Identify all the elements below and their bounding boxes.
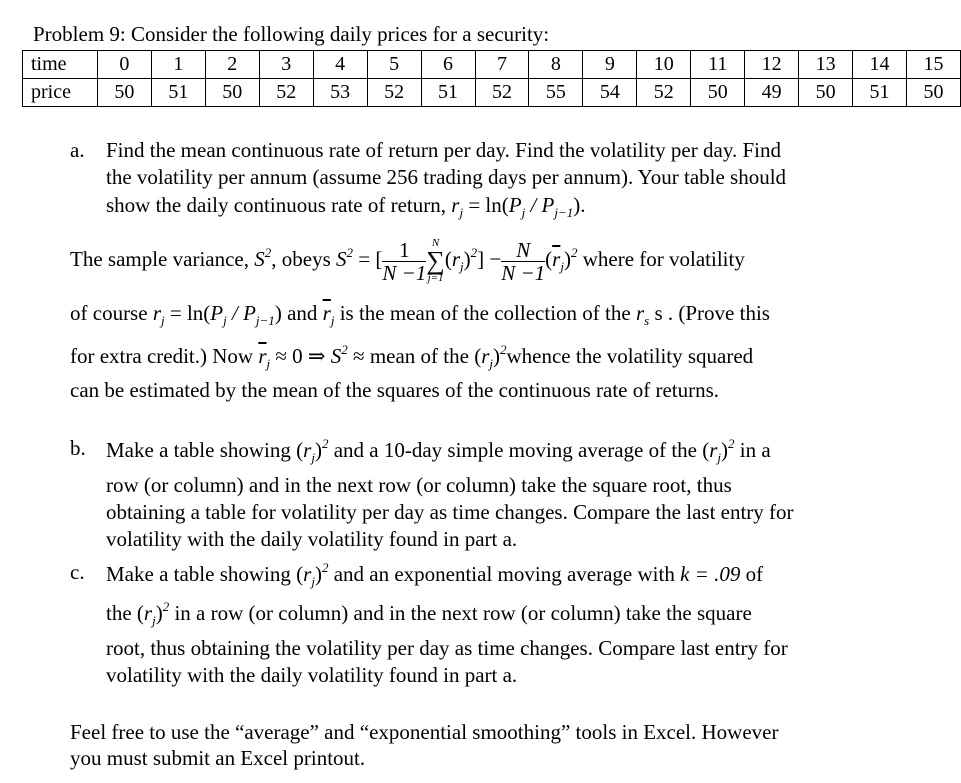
time-cell: 2 (205, 51, 259, 79)
time-cell: 14 (853, 51, 907, 79)
time-cell: 15 (907, 51, 961, 79)
price-cell: 52 (259, 79, 313, 107)
part-b-and-sma: and a 10-day simple moving average of the (333, 438, 697, 462)
time-cell: 3 (259, 51, 313, 79)
part-c-marker: c. (70, 560, 85, 584)
part-b-make-table: Make a table showing (106, 438, 291, 462)
prove-text: s . (Prove this (654, 301, 770, 325)
r-squared-b1: $(r_j)^2$ (296, 436, 329, 465)
time-cell: 11 (691, 51, 745, 79)
return-formula: $r_j = \ln(P_j / P_{j-1})$ (451, 193, 581, 220)
s-squared: $S^2$ (254, 245, 272, 271)
variance-formula: $S^2$ = [ $\frac{1}{N -1}$ N ∑ j=1 $(r_j)^2$] − $\frac{N}{N -1}$ $(\overline{r}_j)^2$ (336, 237, 578, 285)
part-a-line-2: the volatility per annum (assume 256 trading days per annum). Your table should (106, 165, 787, 189)
extra-credit-text: for extra credit.) Now (70, 344, 254, 368)
time-cell: 5 (367, 51, 421, 79)
r-squared-symbol: $(r_j)^2$ (474, 342, 507, 371)
part-a-line-3: show the daily continuous rate of return, $r_j = \ln(P_j / P_{j-1})$. (106, 193, 586, 220)
price-cell: 50 (907, 79, 961, 107)
time-cell: 7 (475, 51, 529, 79)
mean-return-symbol: $\overline{r}_j$ (322, 301, 335, 328)
r-s-symbol: $r_s$ (635, 301, 650, 328)
price-cell: 55 (529, 79, 583, 107)
return-formula-2: $r_j = \ln(P_j / P_{j-1})$ (152, 301, 282, 328)
part-c-of: of (745, 562, 764, 586)
time-cell: 6 (421, 51, 475, 79)
variance-line (70, 228, 745, 292)
price-cell: 50 (205, 79, 259, 107)
problem-title: Problem 9: Consider the following daily prices for a security: (33, 22, 550, 46)
time-cell: 13 (799, 51, 853, 79)
part-c-line-3: root, thus obtaining the volatility per day as time changes. Compare last entry for (106, 636, 788, 660)
price-cell: 51 (151, 79, 205, 107)
variance-line-2 (70, 301, 770, 329)
part-b-line-1 (106, 436, 771, 466)
price-cell: 49 (745, 79, 799, 107)
part-a-line-3-text: show the daily continuous rate of return, (106, 193, 446, 217)
time-cell: 4 (313, 51, 367, 79)
time-cell: 1 (151, 51, 205, 79)
part-c-and-ema: and an exponential moving average with (333, 562, 675, 586)
time-cell: 12 (745, 51, 799, 79)
of-course-text: of course (70, 301, 148, 325)
price-cell: 53 (313, 79, 367, 107)
whence-text: whence the volatility squared (506, 344, 754, 368)
mean-of-the-text: mean of the (369, 344, 469, 368)
variance-line-4: can be estimated by the mean of the squares of the continuous rate of returns. (70, 378, 720, 402)
time-cell: 0 (97, 51, 151, 79)
footer-line-1: Feel free to use the “average” and “exponential smoothing” tools in Excel. However (70, 720, 779, 744)
price-cell: 52 (475, 79, 529, 107)
part-b-line-4: volatility with the daily volatility found in part a. (106, 527, 518, 551)
time-row (23, 51, 961, 79)
variance-line-3 (70, 342, 753, 372)
part-b-marker: b. (70, 436, 86, 460)
part-a-line-1: Find the mean continuous rate of return per day. Find the volatility per day. Find (106, 138, 781, 162)
footer-line-2: you must submit an Excel printout. (70, 746, 366, 770)
price-cell: 54 (583, 79, 637, 107)
price-row (23, 79, 961, 107)
part-c-the: the (106, 601, 132, 625)
price-cell: 52 (637, 79, 691, 107)
part-c-make-table: Make a table showing (106, 562, 291, 586)
price-cell: 50 (691, 79, 745, 107)
k-value: k = .09 (680, 562, 741, 586)
part-c-line-1 (106, 560, 763, 590)
r-squared-b2: $(r_j)^2$ (702, 436, 735, 465)
part-b-line-2: row (or column) and in the next row (or column) take the square root, thus (106, 473, 732, 497)
price-table (22, 50, 961, 107)
price-cell: 50 (799, 79, 853, 107)
is-mean-text: is the mean of the collection of the (339, 301, 631, 325)
price-cell: 50 (97, 79, 151, 107)
part-c-line-4: volatility with the daily volatility found in part a. (106, 663, 518, 687)
approx-formula: $\overline{r}_j \approx 0$ ⇒ $S^2$ ≈ (258, 342, 365, 371)
time-cell: 10 (637, 51, 691, 79)
price-cell: 51 (421, 79, 475, 107)
time-label: time (23, 51, 98, 79)
variance-where: where for volatility (582, 247, 745, 271)
r-squared-c1: $(r_j)^2$ (296, 560, 329, 589)
part-c-line-2 (106, 599, 752, 629)
part-b-in-a: in a (739, 438, 771, 462)
variance-obeys: , obeys (271, 247, 331, 271)
part-a-marker: a. (70, 138, 85, 162)
price-cell: 52 (367, 79, 421, 107)
part-c-row-col: in a row (or column) and in the next row (or column) take the square (174, 601, 752, 625)
time-cell: 8 (529, 51, 583, 79)
and-text: and (287, 301, 318, 325)
r-squared-c2: $(r_j)^2$ (136, 599, 170, 628)
time-cell: 9 (583, 51, 637, 79)
price-cell: 51 (853, 79, 907, 107)
price-label: price (23, 79, 98, 107)
part-b-line-3: obtaining a table for volatility per day as time changes. Compare the last entry for (106, 500, 794, 524)
variance-intro: The sample variance, (70, 247, 249, 271)
